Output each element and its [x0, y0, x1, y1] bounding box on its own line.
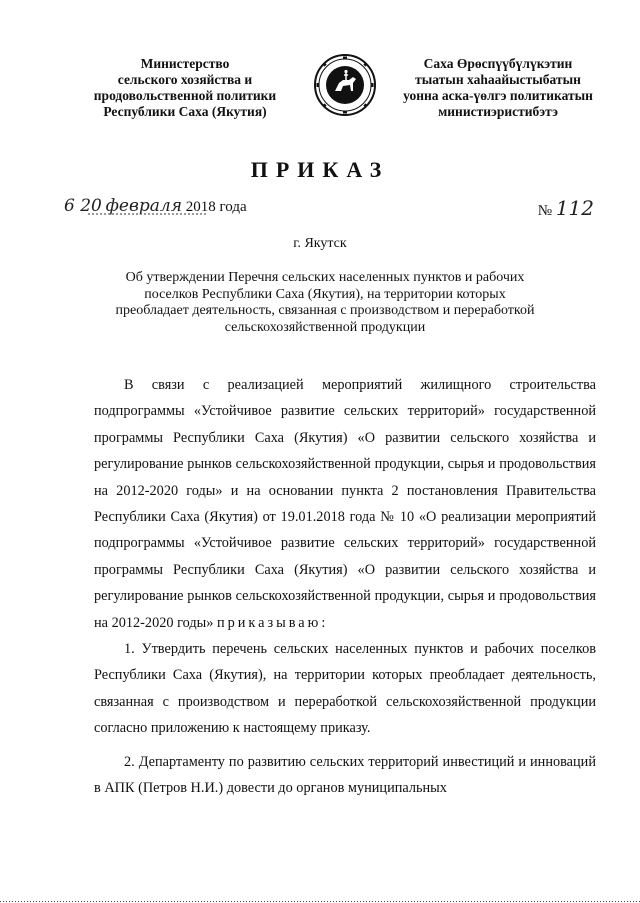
number-sign: №	[537, 203, 553, 219]
document-title: ПРИКАЗ	[250, 157, 390, 182]
order-item-1: 1. Утвердить перечень сельских населенных пунктов и рабочих поселков Республики Саха (Якутия), на территории которых преобладает деятельность, связанная с производством и переработкой сельскохозяйственной продукции согласно приложению к настоящему приказу.	[94, 641, 596, 737]
ministry-name-russian	[80, 56, 290, 120]
preamble-paragraph	[94, 372, 596, 636]
handwritten-day: 6 20	[64, 196, 102, 216]
handwritten-month: февраля	[105, 196, 182, 216]
order-item-2: 2. Департаменту по развитию сельских территорий инвестиций и инноваций в АПК (Петров Н.И.) довести до органов муниципальных	[94, 753, 596, 797]
order-number	[538, 196, 594, 220]
order-body	[94, 372, 596, 802]
ministry-name-yakut	[398, 56, 598, 120]
ministry-ru-line-2: сельского хозяйства и	[117, 72, 253, 87]
sakha-republic-emblem-icon	[313, 53, 377, 117]
order-subject: Об утверждении Перечня сельских населенных пунктов и рабочих поселков Республики Саха (Якутия), на территории которых преобладает деятельность, связанная с производством и переработкой сельскохозяйственной продукции	[115, 270, 535, 335]
ministry-ru-line-1: Министерство	[140, 56, 230, 71]
ministry-ru-line-4: Республики Саха (Якутия)	[103, 104, 267, 119]
date-underline	[88, 211, 248, 217]
order-year: 2018 года	[185, 199, 247, 215]
ministry-sah-line-4: министиэристибэтэ	[438, 104, 558, 119]
ministry-ru-line-3: продовольственной политики	[93, 88, 277, 103]
order-keyword: приказываю:	[216, 614, 329, 631]
ministry-sah-line-2: тыатын хаһаайыстыбатын	[415, 72, 581, 87]
preamble-text: В связи с реализацией мероприятий жилищного строительства подпрограммы «Устойчивое развитие сельских территорий» государственной программы Республики Саха (Якутия) «О развитии сельского хозяйства и регулирование рынков сельскохозяйственной продукции, сырья и продовольствия на 2012-2020 годы» и на основании пункта 2 постановления Правительства Республики Саха (Якутия) от 19.01.2018 года № 10 «О реализации мероприятий подпрограммы «Устойчивое развитие сельских территорий» государственной программы Республики Саха (Якутия) «О развитии сельского хозяйства и регулирование рынков сельскохозяйственной продукции, сырья и продовольствия на 2012-2020 годы»	[94, 377, 596, 631]
handwritten-number: 112	[555, 196, 594, 220]
ministry-sah-line-1: Саха Өрөспүүбүлүкэтин	[423, 56, 573, 71]
ministry-sah-line-3: уонна аска-үөлгэ политикатын	[403, 88, 593, 103]
issue-city: г. Якутск	[293, 236, 347, 251]
order-date	[64, 196, 247, 216]
